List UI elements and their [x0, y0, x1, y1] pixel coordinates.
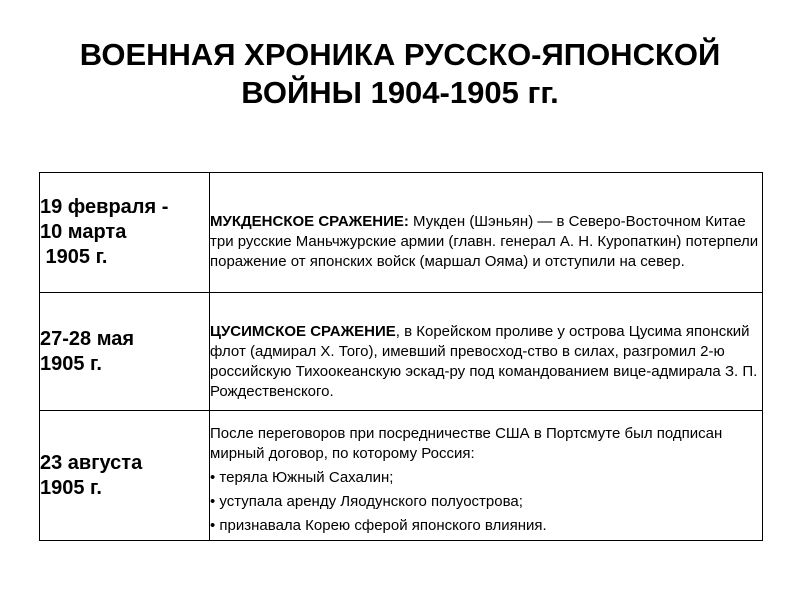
date-line: 1905 г. — [40, 352, 102, 375]
date-line: 1905 г. — [40, 246, 108, 268]
event-heading: ЦУСИМСКОЕ СРАЖЕНИЕ — [210, 322, 396, 340]
date-line: 19 февраля - — [40, 196, 169, 218]
table-row — [40, 293, 763, 411]
page-title — [0, 36, 800, 112]
list-item: • теряла Южный Сахалин; — [210, 468, 394, 486]
date-line: 27-28 мая — [40, 327, 135, 350]
treaty-intro: После переговоров при посредничестве США в Портсмуте был подписан мирный договор, по которому Россия: — [210, 424, 723, 462]
event-text: Мукден (Шэньян) — в Северо-Восточном Китае три русские Маньчжурские армии (главн. генерал А. Н. Куропаткин) потерпели поражение от японских войск (маршал Ояма) и отступили на север. — [210, 212, 759, 270]
page-title-line-1: ВОЕННАЯ ХРОНИКА РУССКО-ЯПОНСКОЙ — [79, 37, 721, 72]
event-text: , в Корейском проливе у острова Цусима японский флот (адмирал Х. Того), имевший превосход-ство в силах, разгромил 2-ю российскую Тихоокеанскую эскад-ру под командованием вице-адмирала З. П. Рождественского. — [210, 322, 758, 400]
date-cell — [40, 411, 210, 541]
page-title-line-2: ВОЙНЫ 1904-1905 гг. — [241, 75, 559, 110]
date-cell — [40, 293, 210, 411]
event-description — [210, 173, 763, 293]
date-line: 10 марта — [40, 221, 127, 243]
event-heading: МУКДЕНСКОЕ СРАЖЕНИЕ: — [210, 212, 409, 230]
date-cell — [40, 173, 210, 293]
list-item: • уступала аренду Ляодунского полуострова; — [210, 492, 523, 510]
event-description — [210, 293, 763, 411]
date-line: 1905 г. — [40, 476, 102, 499]
list-item: • признавала Корею сферой японского влияния. — [210, 516, 547, 534]
table-row — [40, 411, 763, 541]
chronicle-table — [39, 172, 763, 541]
date-line: 23 августа — [40, 451, 143, 474]
table-row — [40, 173, 763, 293]
event-description — [210, 411, 763, 541]
